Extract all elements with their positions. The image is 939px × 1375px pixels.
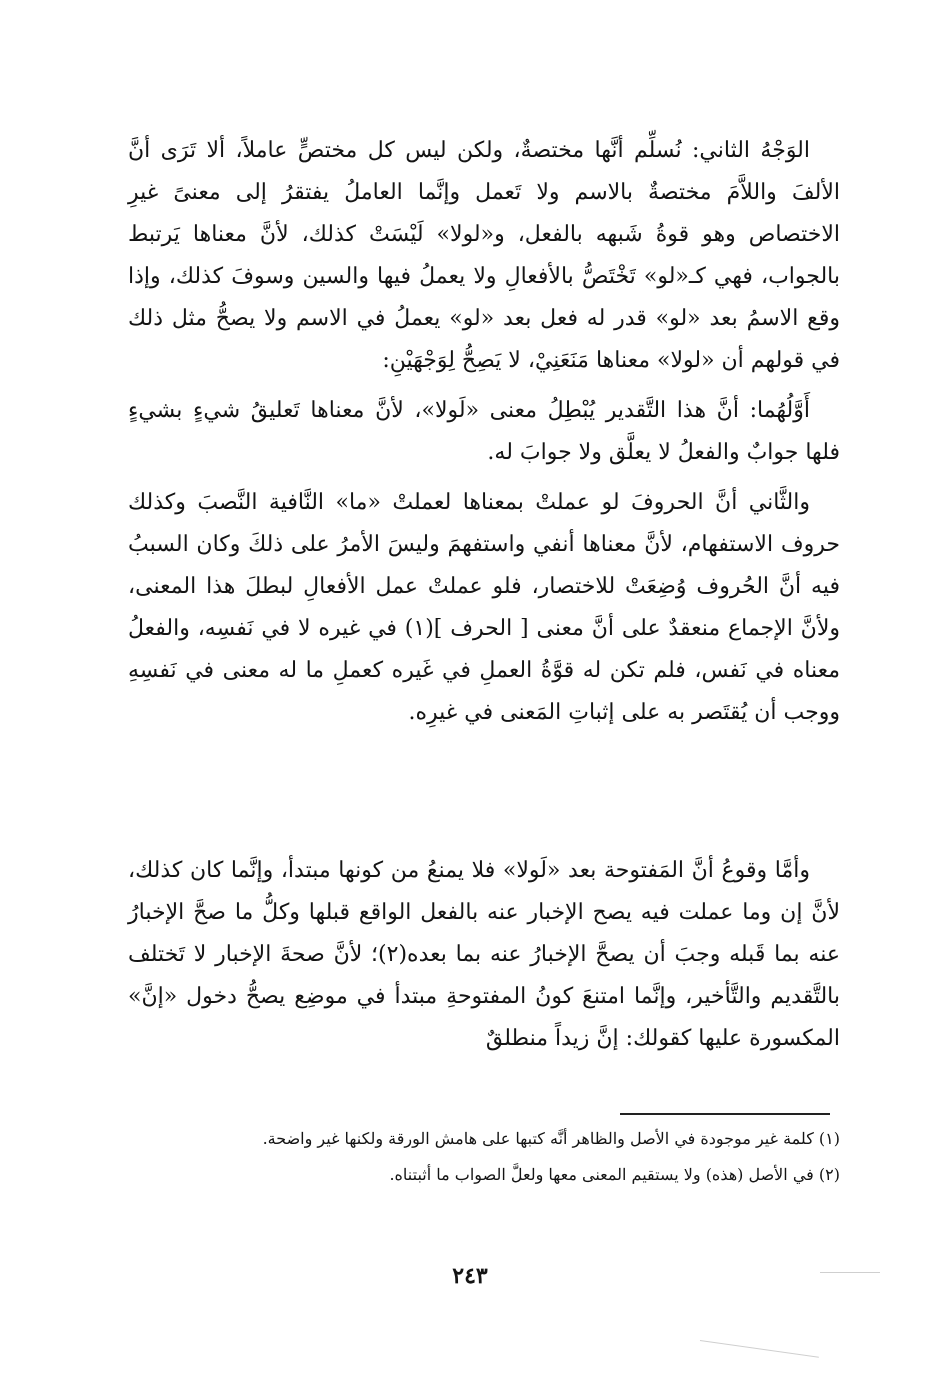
paragraph-maftuha: وأمَّا وقوعُ أنَّ المَفتوحة بعد «لَولا» فلا يمنعُ من كونها مبتدأ، وإنَّما كان كذلك، لأنَّ إن وما عملت فيه يصح الإخبار عنه بالفعل الواقع قبلها وكلُّ ما صحَّ الإخبارُ عنه بما قَبله وجبَ أن يصحَّ الإخبارُ عنه بما بعده(٢)؛ لأنَّ صحةَ الإخبار لا تَختلف بالتَّقديم والتَّأخير، وإنَّما امتنعَ كونُ المفتوحةِ مبتدأ في موضِع يصحُّ دخول «إنَّ» المكسورة عليها كقولك: إنَّ زيداً منطلقٌ (128, 858, 840, 1051)
paragraph-second-aspect: الوَجْهُ الثاني: نُسلِّم أنَّها مختصةٌ، ولكن ليس كل مختصٍّ عاملاً، ألا تَرَى أنَّ الألفَ واللاَّمَ مختصةٌ بالاسم ولا تَعمل وإنَّما العاملُ يفتقرُ إلى معنىً غيرِ الاختصاص وهو قوةُ شَبهه بالفعل، و«لولا» لَيْسَتْ كذلك، لأنَّ معناها يَرتبط بالجواب، فهي كـ«لو» تَخْتَصُّ بالأفعالِ ولا يعملُ فيها والسين وسوفَ كذلك، وإذا وقع الاسمُ بعد «لو» قدر له فعل بعد «لو» يعملُ في الاسم ولا يصحُّ مثل ذلك في قولهم أن «لولا» معناها مَنَعَنِيْ، لا يَصِحُّ لِوَجْهَيْنِ: (128, 138, 841, 373)
footnote-2: (٢) في الأصل (هذه) ولا يستقيم المعنى معها ولعلَّ الصواب ما أثبتناه. (389, 1165, 840, 1184)
paper-scratch (820, 1272, 880, 1273)
main-text-top (128, 130, 840, 734)
footnote-separator (620, 1113, 830, 1115)
footnotes (128, 1123, 840, 1191)
page-number: ٢٤٣ (452, 1263, 488, 1289)
paragraph-first-reason: أَوَّلُهُما: أنَّ هذا التَّقدير يُبْطِلُ معنى «لَولا»، لأنَّ معناها تَعليقُ شيءٍ بشيءٍ فلها جوابٌ والفعلُ لا يعلَّق ولا جوابَ له. (128, 398, 840, 465)
main-text-bottom (128, 850, 840, 1060)
paragraph-second-reason: والثَّاني أنَّ الحروفَ لو عملتْ بمعناها لعملتْ «ما» النَّافية النَّصبَ وكذلك حروف الاستفهام، لأنَّ معناها أنفي واستفهمَ وليسَ الأمرُ على ذلكَ وكان السببُ فيه أنَّ الحُروف وُضِعَتْ للاختصار، فلو عملتْ عمل الأفعالِ لبطلَ هذا المعنى، ولأنَّ الإجماع منعقدٌ على أنَّ معنى [ الحرف ](١) في غيره لا في نَفسِه، والفعلُ معناه في نَفس، فلم تكن له قوَّةُ العملِ في غَيره كعملِ ما له معنى في نَفسِهِ ووجب أن يُقتَصر به على إثباتِ المَعنى في غيرِه. (128, 490, 840, 725)
paper-scratch (700, 1340, 819, 1358)
footnote-1: (١) كلمة غير موجودة في الأصل والظاهر أنَّه كتبها على هامش الورقة ولكنها غير واضحة. (262, 1129, 840, 1148)
